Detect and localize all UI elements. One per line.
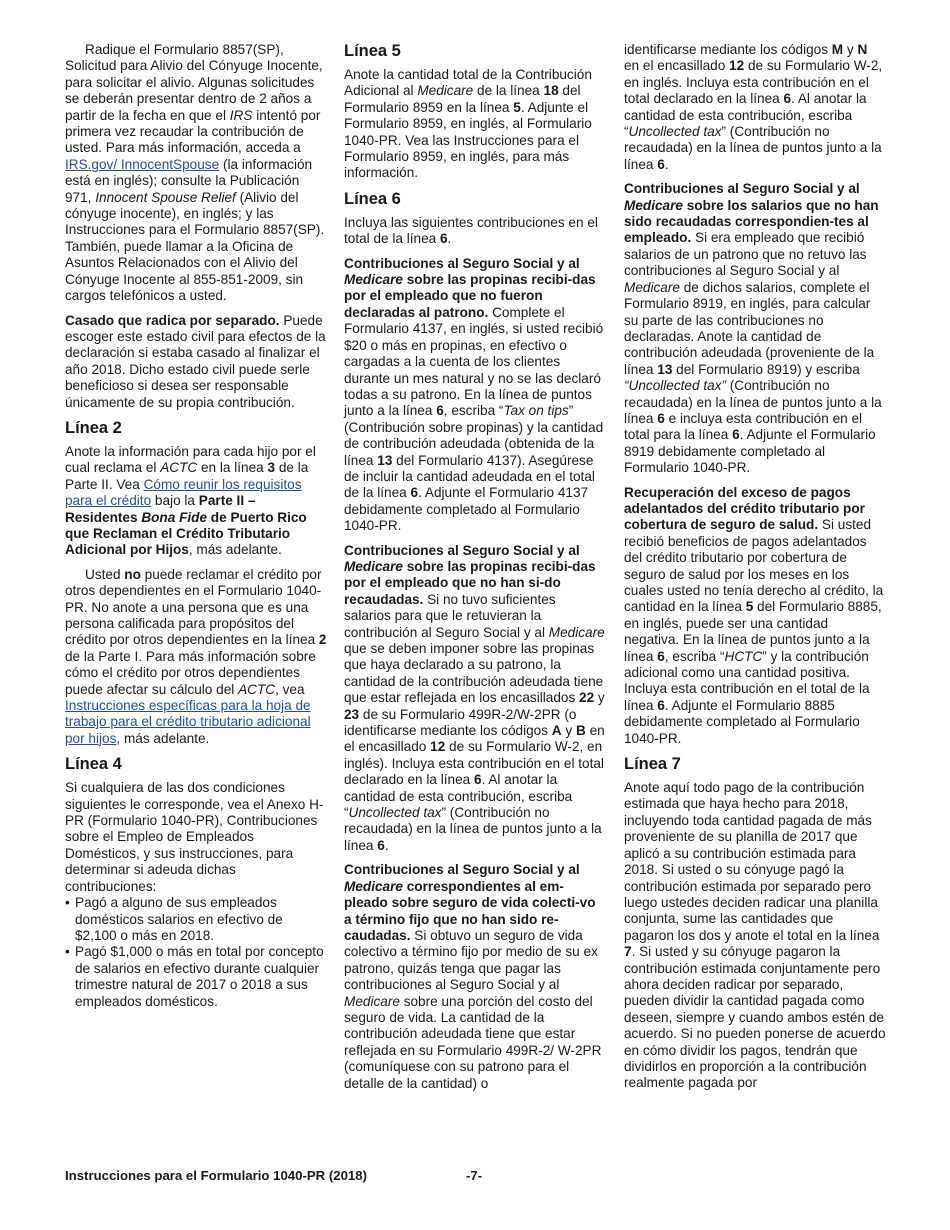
heading-linea-5: Línea 5 (344, 42, 401, 60)
paragraph-married-filing-separately: Casado que radica por separado. Puede escoger este estado civil para efectos de la declaración si estaba casado al finalizar el año 2018. Dicho estado civil puede serle beneficioso si desea ser responsable únicamente de su propia contribución. (65, 312, 326, 410)
paragraph-linea-5: Anote la cantidad total de la Contribución Adicional al Medicare de la línea 18 del Formulario 8959 en la línea 5. Adjunte el Formulario 8959, en inglés, al Formulario 1040-PR. Vea las Instrucciones para el Formulario 8959, en inglés, para más información. (344, 67, 592, 181)
paragraph-unreported-tips: Contribuciones al Seguro Social y al Medicare sobre las propinas recibi-das por el empleado que no fueron declaradas al patrono. Complete el Formulario 4137, en inglés, si usted recibió $20 o más en propinas, en efectivo o cargadas a la cuenta de los clientes durante un mes natural y no se las declaró todas a su patrono. En la línea de puntos junto a la línea 6, escriba “Tax on tips” (Contribución sobre propinas) y la cantidad de contribución adeudada (obtenida de la línea 13 del Formulario 4137). Asegúrese de incluir la cantidad adeudada en el total de la línea 6. Adjunte el Formulario 4137 debidamente completado al Formulario 1040-PR. (344, 255, 604, 534)
heading-linea-7: Línea 7 (624, 755, 681, 774)
paragraph-uncollected-wages: Contribuciones al Seguro Social y al Medicare sobre los salarios que no han sido recaudadas correspondien-tes al empleado. Si era empleado que recibió salarios de un patrono que no retuvo las contribuciones al Seguro Social y al Medicare de dichos salarios, complete el Formulario 8919, en inglés, para calcular su parte de las contribuciones no declaradas. Anote la cantidad de contribución adeudada (proveniente de la línea 13 del Formulario 8919) y escriba “Uncollected tax” (Contribución no recaudada) en la línea de puntos junto a la línea 6 e incluya esta contribución en el total para la línea 6. Adjunte el Formulario 8919 debidamente completado al Formulario 1040-PR. (624, 181, 882, 476)
paragraph-uncollected-tips: Contribuciones al Seguro Social y al Medicare sobre las propinas recibi-das por el empleado que no han si-do recaudadas. Si no tuvo suficientes salarios para que le retuvieran la contribución al Seguro Social y al Medicare que se deben imponer sobre las propinas que haya declarado a su patrono, la cantidad de la contribución adeudada tiene que estar reflejada en los encasillados 22 y 23 de su Formulario 499R-2/W-2PR (o identificarse mediante los códigos A y B en el encasillado 12 de su Formulario W-2, en inglés). Incluya esta contribución en el total declarado en la línea 6. Al anotar la cantidad de esta contribución, escriba “Uncollected tax” (Contribución no recaudada) en la línea de puntos junto a la línea 6. (344, 542, 605, 853)
page-footer (65, 1168, 885, 1184)
footer-title: Instrucciones para el Formulario 1040-PR (2018) (65, 1168, 367, 1183)
requirements-credit-link[interactable]: Cómo reunir los requisitos para el crédito (65, 476, 302, 509)
heading-linea-2: Línea 2 (65, 418, 122, 437)
paragraph-continued-codes: identificarse mediante los códigos M y N en el encasillado 12 de su Formulario W-2, en inglés. Incluya esta contribución en el total declarado en la línea 6. Al anotar la cantidad de esta contribución, escriba “Uncollected tax” (Contribución no recaudada) en la línea de puntos junto a la línea 6. (624, 42, 883, 172)
household-employee-conditions (65, 895, 327, 1010)
paragraph-other-dependents: Usted no puede reclamar el crédito por otros dependientes en el Formulario 1040-PR. No anote a una persona que es una persona calificada para propósitos del crédito por otros dependientes en la línea 2 de la Parte I. Para más información sobre cómo el crédito por otros dependientes puede afectar su cálculo del ACTC, vea Instrucciones específicas para la hoja de trabajo para el crédito tributario adicional por hijos, más adelante. (65, 566, 327, 746)
paragraph-hctc-recapture: Recuperación del exceso de pagos adelantados del crédito tributario por cobertura de seguro de salud. Si usted recibió beneficios de pagos adelantados del crédito tributario por cobertura de seguro de salud por los meses en los cuales usted no tenía derecho al crédito, la cantidad en la línea 5 del Formulario 8885, en inglés, puede ser una cantidad negativa. En la línea de puntos junto a la línea 6, escriba “HCTC” y la contribución adicional como una cantidad positiva. Incluya esta contribución en el total de la línea 6. Adjunte el Formulario 8885 debidamente completado al Formulario 1040-PR. (624, 484, 884, 746)
paragraph-linea-2: Anote la información para cada hijo por el cual reclama el ACTC en la línea 3 de la Parte II. Vea Cómo reunir los requisitos para el crédito bajo la Parte II –Residentes Bona Fide de Puerto Rico que Reclaman el Crédito Tributario Adicional por Hijos, más adelante. (65, 443, 316, 558)
paragraph-innocent-spouse: Radique el Formulario 8857(SP), Solicitud para Alivio del Cónyuge Inocente, para solicitar el alivio. Algunas solicitudes se deberán presentar dentro de 2 años a partir de la fecha en que el IRS intentó por primera vez recaudar la contribución de usted. Para más información, acceda a IRS.gov/ InnocentSpouse (la información está en inglés); consulte la Publicación 971, Innocent Spouse Relief (Alivio del cónyuge inocente), en inglés; y las Instrucciones para el Formulario 8857(SP). También, puede llamar a la Oficina de Asuntos Relacionados con el Alivio del Cónyuge Inocente al 855-851-2009, sin cargos telefónicos a usted. (65, 42, 325, 304)
column-2 (344, 42, 606, 1100)
irs-innocent-spouse-link[interactable]: IRS.gov/ InnocentSpouse (65, 156, 220, 172)
paragraph-group-term-life: Contribuciones al Seguro Social y al Medicare correspondientes al em-pleado sobre seguro de vida colecti-vo a término fijo que no han sido re-caudadas. Si obtuvo un seguro de vida colectivo a término fijo por medio de su ex patrono, quizás tenga que pagar las contribuciones al Seguro Social y al Medicare sobre una porción del costo del seguro de vida. La cantidad de la contribución adeudada tiene que estar reflejada en su Formulario 499R-2/ W-2PR (comuníquese con su patrono para el detalle de la cantidad) o (344, 862, 602, 1091)
page-number: -7- (466, 1168, 483, 1183)
worksheet-instructions-link[interactable]: Instrucciones específicas para la hoja de trabajo para el crédito tributario adicional por hijos (65, 698, 311, 746)
heading-linea-4: Línea 4 (65, 755, 122, 774)
list-item: • Pagó a alguno de sus empleados domésticos salarios en efectivo de $2,100 o más en 2018. (65, 895, 327, 944)
paragraph-linea-4: Si cualquiera de las dos condiciones siguientes le corresponde, vea el Anexo H-PR (Formulario 1040-PR), Contribuciones sobre el Empleo de Empleados Domésticos, y sus instrucciones, para determinar si adeuda dichas contribuciones: (65, 780, 324, 894)
heading-linea-6: Línea 6 (344, 189, 401, 208)
column-1 (65, 42, 327, 1010)
paragraph-linea-7: Anote aquí todo pago de la contribución estimada que haya hecho para 2018, incluyendo toda cantidad pagada de más proveniente de su planilla de 2017 que aplicó a su contribución estimada para 2018. Si usted o su cónyuge pagó la contribución estimada por separado pero luego ustedes deciden radicar una planilla conjunta, sume las cantidades que pagaron los dos y anote el total en la línea 7. Si usted y su cónyuge pagaron la contribución estimada conjuntamente pero ahora deciden radicar por separado, pueden dividir la cantidad pagada como deseen, siempre y cuando ambos estén de acuerdo. Si no pueden ponerse de acuerdo en cómo dividir los pagos, tendrán que dividirlos en proporción a la contribución realmente pagada por (624, 780, 886, 1091)
column-3 (624, 42, 886, 1100)
paragraph-linea-6: Incluya las siguientes contribuciones en el total de la línea 6. (344, 214, 598, 247)
list-item: • Pagó $1,000 o más en total por concepto de salarios en efectivo durante cualquier trimestre natural de 2017 o 2018 a sus empleados domésticos. (65, 944, 327, 1010)
